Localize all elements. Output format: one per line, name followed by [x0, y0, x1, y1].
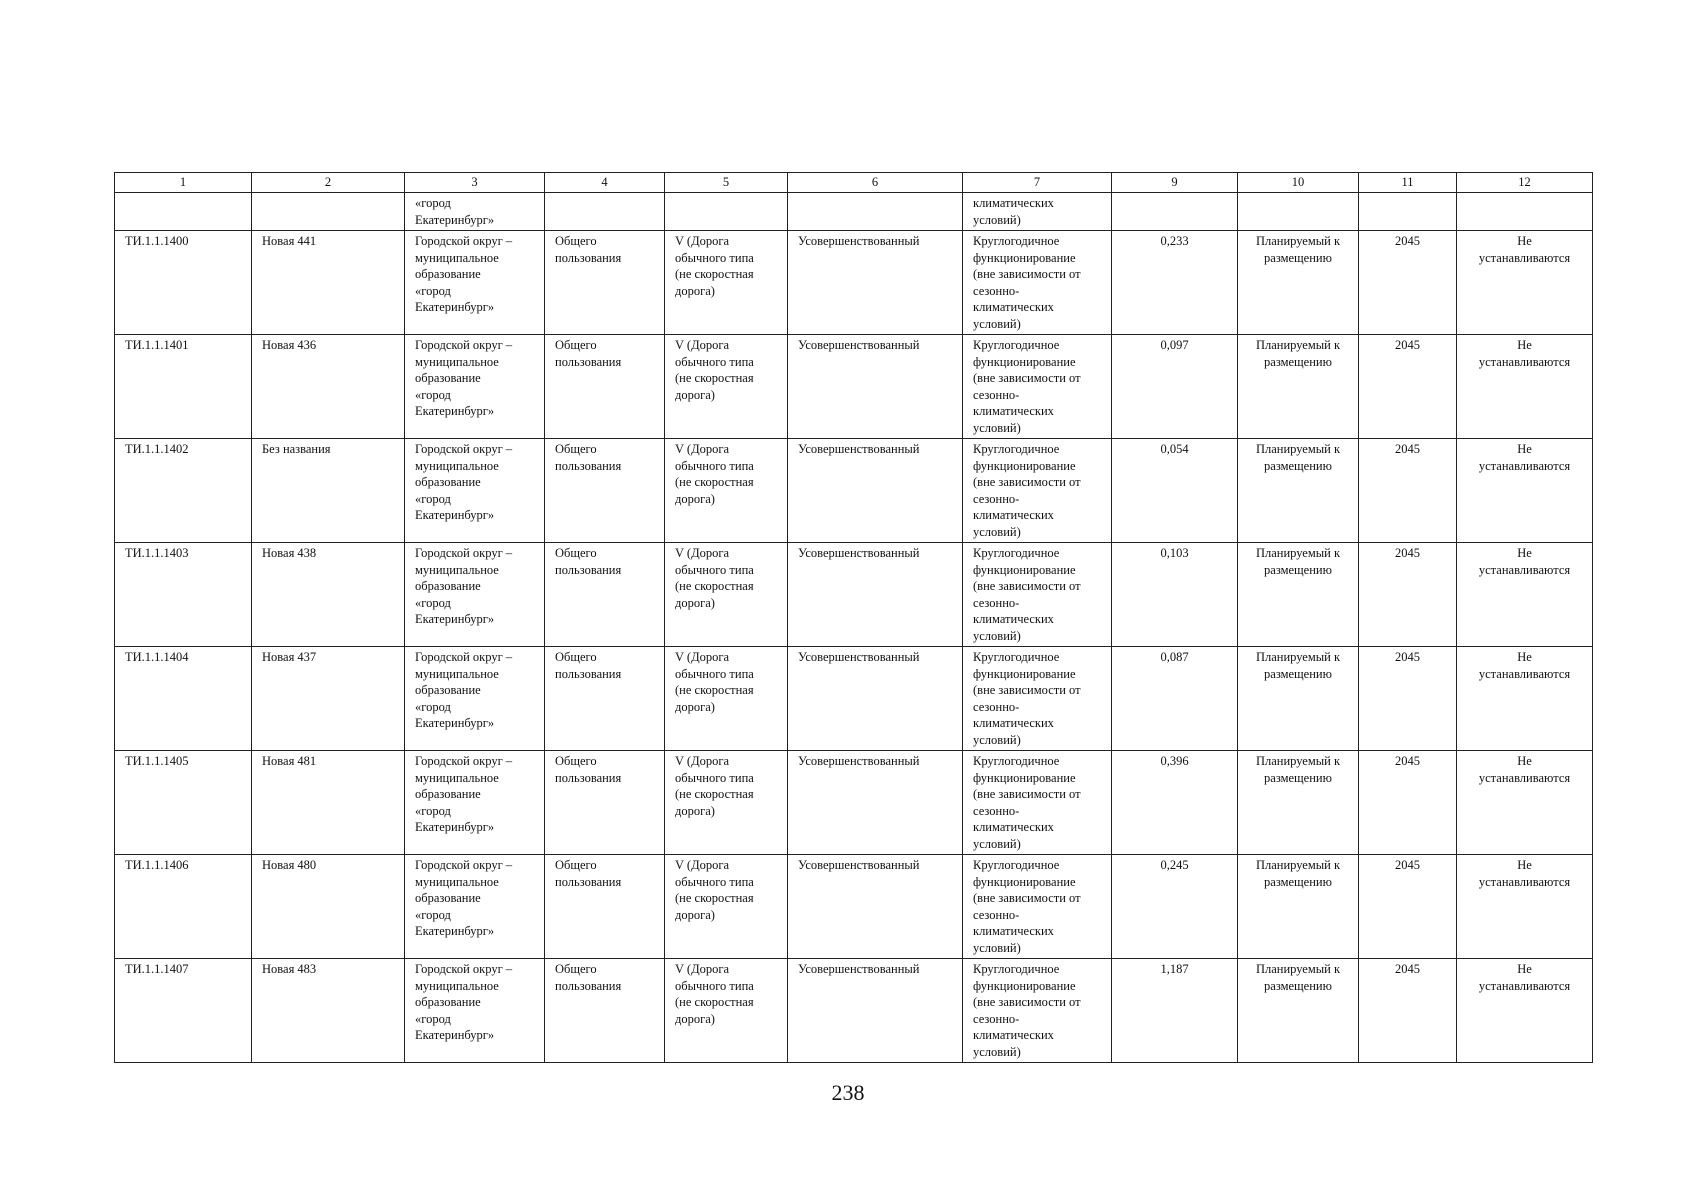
- road-category-cell: V (Дорога обычного типа (не скоростная дорога): [665, 855, 788, 959]
- operation-mode-cell: Круглогодичное функционирование (вне зависимости от сезонно- климатических условий): [963, 647, 1112, 751]
- status-cell: Планируемый к размещению: [1238, 751, 1359, 855]
- length-cell: 0,097: [1112, 335, 1238, 439]
- table-cell: [788, 193, 963, 231]
- object-code-cell: ТИ.1.1.1407: [115, 959, 252, 1063]
- document-page: [114, 172, 1592, 1063]
- object-code-cell: ТИ.1.1.1406: [115, 855, 252, 959]
- operation-mode-cell: Круглогодичное функционирование (вне зависимости от сезонно- климатических условий): [963, 855, 1112, 959]
- zones-cell: Не устанавливаются: [1457, 751, 1593, 855]
- operation-mode-cell: Круглогодичное функционирование (вне зависимости от сезонно- климатических условий): [963, 231, 1112, 335]
- column-number: 1: [115, 173, 252, 193]
- table-row: [115, 543, 1593, 647]
- column-number-row: [115, 173, 1593, 193]
- year-cell: 2045: [1359, 751, 1457, 855]
- table-row: [115, 439, 1593, 543]
- road-name-cell: Новая 483: [252, 959, 405, 1063]
- surface-type-cell: Усовершенствованный: [788, 335, 963, 439]
- column-number: 9: [1112, 173, 1238, 193]
- table-body: [115, 193, 1593, 1063]
- year-cell: 2045: [1359, 543, 1457, 647]
- surface-type-cell: Усовершенствованный: [788, 855, 963, 959]
- column-number: 10: [1238, 173, 1359, 193]
- surface-type-cell: Усовершенствованный: [788, 231, 963, 335]
- road-category-cell: V (Дорога обычного типа (не скоростная дорога): [665, 543, 788, 647]
- table-cell: [252, 193, 405, 231]
- status-cell: Планируемый к размещению: [1238, 647, 1359, 751]
- purpose-cell: Общего пользования: [545, 439, 665, 543]
- column-number: 2: [252, 173, 405, 193]
- zones-cell: Не устанавливаются: [1457, 231, 1593, 335]
- zones-cell: Не устанавливаются: [1457, 439, 1593, 543]
- table-cell: [1112, 193, 1238, 231]
- purpose-cell: Общего пользования: [545, 959, 665, 1063]
- year-cell: 2045: [1359, 647, 1457, 751]
- status-cell: Планируемый к размещению: [1238, 335, 1359, 439]
- status-cell: Планируемый к размещению: [1238, 855, 1359, 959]
- table-row: [115, 335, 1593, 439]
- road-name-cell: Новая 480: [252, 855, 405, 959]
- municipality-cell: Городской округ – муниципальное образование «город Екатеринбург»: [405, 439, 545, 543]
- table-row: [115, 231, 1593, 335]
- purpose-cell: Общего пользования: [545, 543, 665, 647]
- table-cell: [665, 193, 788, 231]
- purpose-cell: Общего пользования: [545, 855, 665, 959]
- object-code-cell: ТИ.1.1.1401: [115, 335, 252, 439]
- municipality-cell: Городской округ – муниципальное образование «город Екатеринбург»: [405, 959, 545, 1063]
- table-cell: [1238, 193, 1359, 231]
- purpose-cell: Общего пользования: [545, 231, 665, 335]
- operation-mode-cell: Круглогодичное функционирование (вне зависимости от сезонно- климатических условий): [963, 959, 1112, 1063]
- page-number: 238: [831, 1080, 865, 1105]
- road-name-cell: Новая 481: [252, 751, 405, 855]
- road-category-cell: V (Дорога обычного типа (не скоростная дорога): [665, 647, 788, 751]
- operation-mode-cell: Круглогодичное функционирование (вне зависимости от сезонно- климатических условий): [963, 751, 1112, 855]
- year-cell: 2045: [1359, 335, 1457, 439]
- continuation-row: [115, 193, 1593, 231]
- purpose-cell: Общего пользования: [545, 647, 665, 751]
- table-cell: климатических условий): [963, 193, 1112, 231]
- table-row: [115, 959, 1593, 1063]
- municipality-cell: Городской округ – муниципальное образование «город Екатеринбург»: [405, 335, 545, 439]
- municipality-cell: Городской округ – муниципальное образование «город Екатеринбург»: [405, 543, 545, 647]
- year-cell: 2045: [1359, 439, 1457, 543]
- column-number: 3: [405, 173, 545, 193]
- road-name-cell: Новая 437: [252, 647, 405, 751]
- table-cell: [1359, 193, 1457, 231]
- road-name-cell: Новая 441: [252, 231, 405, 335]
- table-row: [115, 855, 1593, 959]
- road-name-cell: Новая 438: [252, 543, 405, 647]
- column-number: 11: [1359, 173, 1457, 193]
- length-cell: 0,245: [1112, 855, 1238, 959]
- year-cell: 2045: [1359, 231, 1457, 335]
- road-category-cell: V (Дорога обычного типа (не скоростная дорога): [665, 335, 788, 439]
- status-cell: Планируемый к размещению: [1238, 231, 1359, 335]
- table-cell: [115, 193, 252, 231]
- length-cell: 0,087: [1112, 647, 1238, 751]
- surface-type-cell: Усовершенствованный: [788, 543, 963, 647]
- road-category-cell: V (Дорога обычного типа (не скоростная дорога): [665, 959, 788, 1063]
- column-number: 6: [788, 173, 963, 193]
- object-code-cell: ТИ.1.1.1402: [115, 439, 252, 543]
- surface-type-cell: Усовершенствованный: [788, 439, 963, 543]
- municipality-cell: Городской округ – муниципальное образование «город Екатеринбург»: [405, 855, 545, 959]
- object-code-cell: ТИ.1.1.1405: [115, 751, 252, 855]
- table-cell: [1457, 193, 1593, 231]
- operation-mode-cell: Круглогодичное функционирование (вне зависимости от сезонно- климатических условий): [963, 439, 1112, 543]
- object-code-cell: ТИ.1.1.1400: [115, 231, 252, 335]
- surface-type-cell: Усовершенствованный: [788, 751, 963, 855]
- surface-type-cell: Усовершенствованный: [788, 647, 963, 751]
- table-cell: [545, 193, 665, 231]
- operation-mode-cell: Круглогодичное функционирование (вне зависимости от сезонно- климатических условий): [963, 543, 1112, 647]
- zones-cell: Не устанавливаются: [1457, 543, 1593, 647]
- road-name-cell: Новая 436: [252, 335, 405, 439]
- road-category-cell: V (Дорога обычного типа (не скоростная дорога): [665, 231, 788, 335]
- zones-cell: Не устанавливаются: [1457, 647, 1593, 751]
- length-cell: 0,396: [1112, 751, 1238, 855]
- zones-cell: Не устанавливаются: [1457, 335, 1593, 439]
- status-cell: Планируемый к размещению: [1238, 959, 1359, 1063]
- length-cell: 0,233: [1112, 231, 1238, 335]
- municipality-cell: Городской округ – муниципальное образование «город Екатеринбург»: [405, 751, 545, 855]
- zones-cell: Не устанавливаются: [1457, 855, 1593, 959]
- purpose-cell: Общего пользования: [545, 751, 665, 855]
- road-category-cell: V (Дорога обычного типа (не скоростная дорога): [665, 751, 788, 855]
- length-cell: 1,187: [1112, 959, 1238, 1063]
- municipality-cell: Городской округ – муниципальное образование «город Екатеринбург»: [405, 647, 545, 751]
- zones-cell: Не устанавливаются: [1457, 959, 1593, 1063]
- column-number: 5: [665, 173, 788, 193]
- surface-type-cell: Усовершенствованный: [788, 959, 963, 1063]
- purpose-cell: Общего пользования: [545, 335, 665, 439]
- road-name-cell: Без названия: [252, 439, 405, 543]
- column-number: 12: [1457, 173, 1593, 193]
- municipality-cell: Городской округ – муниципальное образование «город Екатеринбург»: [405, 231, 545, 335]
- column-number: 7: [963, 173, 1112, 193]
- table-row: [115, 647, 1593, 751]
- table-cell: «город Екатеринбург»: [405, 193, 545, 231]
- object-code-cell: ТИ.1.1.1404: [115, 647, 252, 751]
- registry-table: [114, 172, 1593, 1063]
- status-cell: Планируемый к размещению: [1238, 439, 1359, 543]
- column-number: 4: [545, 173, 665, 193]
- table-row: [115, 751, 1593, 855]
- status-cell: Планируемый к размещению: [1238, 543, 1359, 647]
- year-cell: 2045: [1359, 959, 1457, 1063]
- length-cell: 0,054: [1112, 439, 1238, 543]
- road-category-cell: V (Дорога обычного типа (не скоростная дорога): [665, 439, 788, 543]
- object-code-cell: ТИ.1.1.1403: [115, 543, 252, 647]
- operation-mode-cell: Круглогодичное функционирование (вне зависимости от сезонно- климатических условий): [963, 335, 1112, 439]
- year-cell: 2045: [1359, 855, 1457, 959]
- length-cell: 0,103: [1112, 543, 1238, 647]
